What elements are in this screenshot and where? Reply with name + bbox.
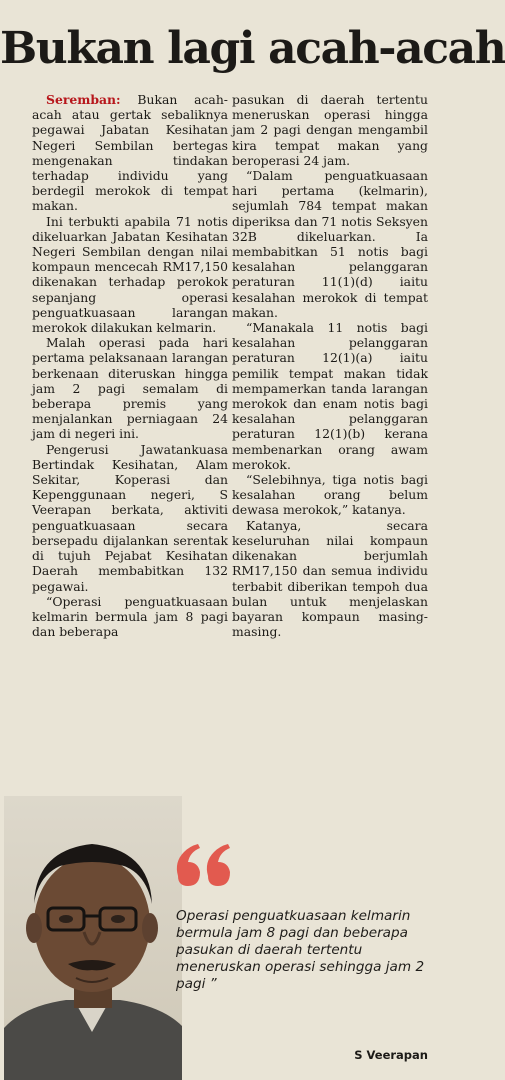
paragraph: “Selebihnya, tiga notis bagi kesalahan orang belum dewasa merokok,” katanya. (232, 472, 428, 518)
quote-mark-icon (170, 836, 240, 896)
paragraph: pasukan di daerah tertentu meneruskan operasi hingga jam 2 pagi dengan mengambil kira tempat makan yang beroperasi 24 jam. (232, 92, 428, 168)
dateline: Seremban: (46, 92, 121, 107)
paragraph (32, 92, 228, 214)
article-column-right (232, 92, 428, 639)
paragraph: “Dalam penguatkuasaan hari pertama (kelmarin), sejumlah 784 tempat makan diperiksa dan 71 notis Seksyen 32B dikeluarkan. Ia membabitkan 51 notis bagi kesalahan pelanggaran peraturan 11(1)(d) iaitu kesalahan merokok di tempat makan. (232, 168, 428, 320)
portrait-photo (4, 796, 182, 1080)
paragraph: Katanya, secara keseluruhan nilai kompaun dikenakan berjumlah RM17,150 dan semua individu terbabit diberikan tempoh dua bulan untuk menjelaskan bayaran kompaun masing-masing. (232, 517, 428, 640)
headline: Bukan lagi acah-acah (0, 23, 505, 74)
paragraph: Ini terbukti apabila 71 notis dikeluarkan Jabatan Kesihatan Negeri Sembilan dengan nilai kompaun mencecah RM17,150 dikenakan terhadap perokok sepanjang operasi penguatkuasaan larangan merokok dilakukan kelmarin. (32, 213, 228, 336)
paragraph: “Manakala 11 notis bagi kesalahan pelanggaran peraturan 12(1)(a) iaitu pemilik tempat makan tidak mempamerkan tanda larangan merokok dan enam notis bagi kesalahan pelanggaran peraturan 12(1)(b) kerana membenarkan orang awam merokok. (232, 320, 428, 472)
paragraph: “Operasi penguatkuasaan kelmarin bermula jam 8 pagi dan beberapa (32, 593, 228, 640)
paragraph: Malah operasi pada hari pertama pelaksanaan larangan berkenaan diteruskan hingga jam 2 pagi semalam di beberapa premis yang menjalankan perniagaan 24 jam di negeri ini. (32, 335, 228, 442)
article-column-left (32, 92, 228, 639)
pull-quote: Operasi penguatkuasaan kelmarin bermula jam 8 pagi dan beberapa pasukan di daerah tertentu meneruskan operasi sehingga jam 2 pagi ” (176, 908, 425, 992)
byline: S Veerapan (354, 1048, 428, 1062)
paragraph-text: Bukan acah-acah atau gertak sebaliknya pegawai Jabatan Kesihatan Negeri Sembilan bertegas mengenakan tindakan terhadap individu yang berdegil merokok di tempat makan. (32, 92, 228, 214)
paragraph: Pengerusi Jawatankuasa Bertindak Kesihatan, Alam Sekitar, Koperasi dan Kepenggunaan negeri, S Veerapan berkata, aktiviti penguatkuasaan secara bersepadu dijalankan serentak di tujuh Pejabat Kesihatan Daerah membabitkan 132 pegawai. (32, 441, 228, 594)
